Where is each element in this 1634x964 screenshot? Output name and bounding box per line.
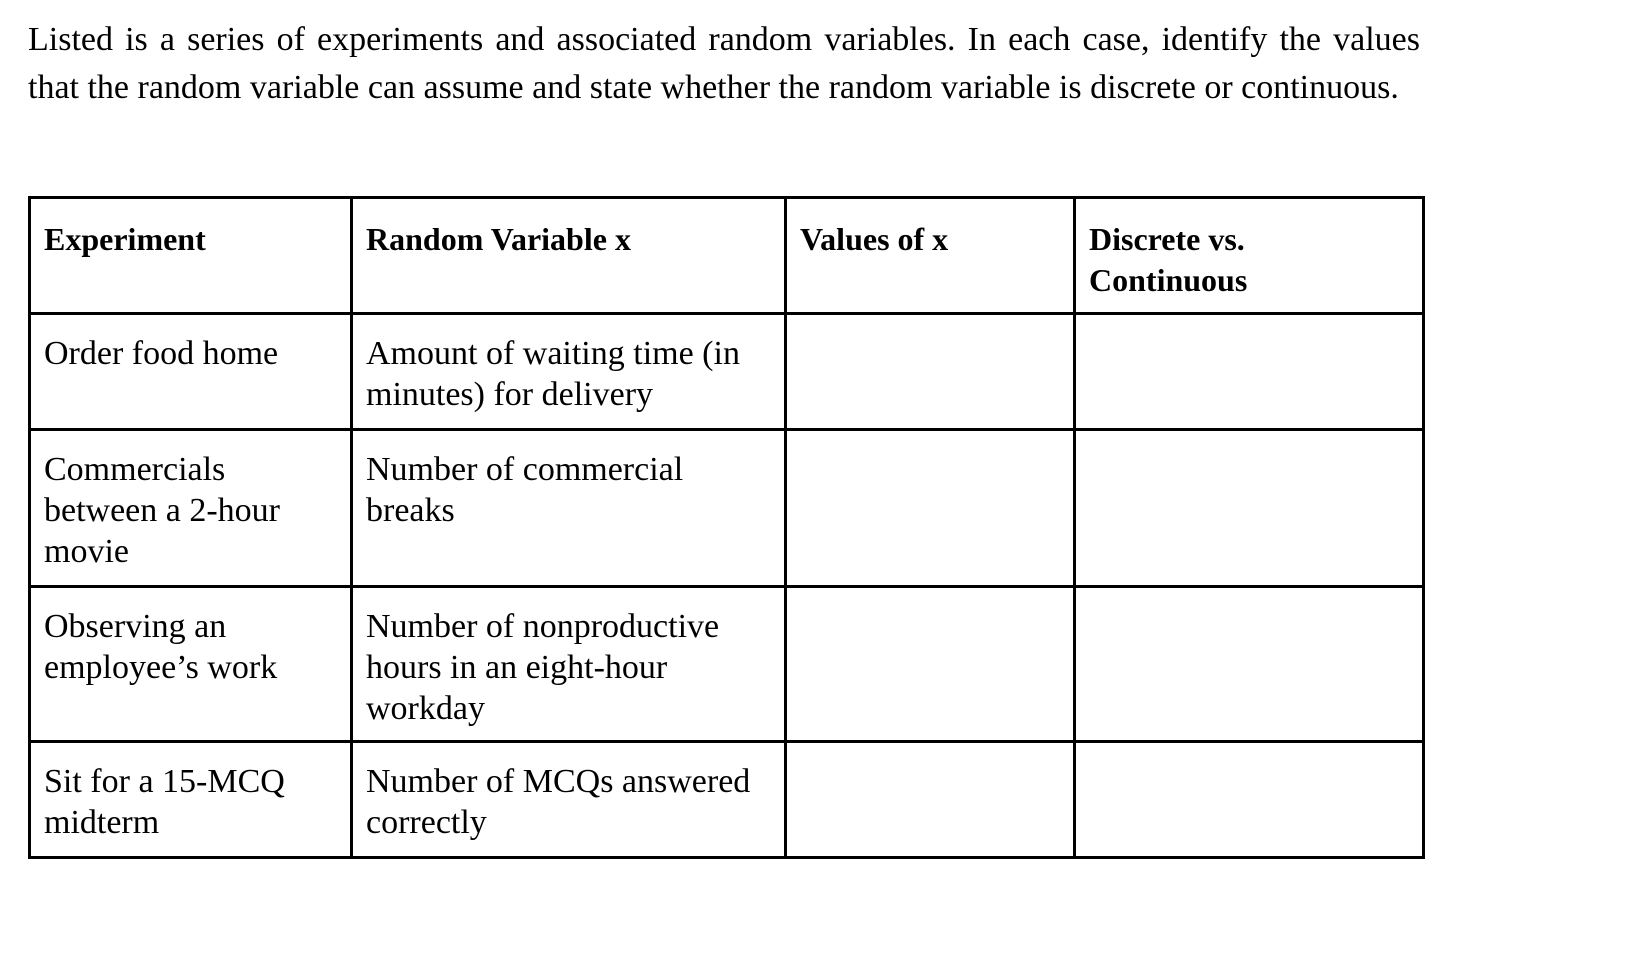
experiments-table [28,196,1425,859]
values-cell [786,430,1075,587]
instructions-paragraph: Listed is a series of experiments and associated random variables. In each case, identify the values that the random variable can assume and state whether the random variable is discrete or continuous. [28,21,1420,106]
header-discrete-continuous: Discrete vs. Continuous [1075,198,1424,314]
experiment-cell: Commercials between a 2-hour movie [30,430,352,587]
values-cell [786,314,1075,430]
experiment-cell: Observing an employee’s work [30,587,352,742]
type-cell [1075,314,1424,430]
experiment-cell: Sit for a 15-MCQ midterm [30,742,352,858]
table-header-row [30,198,1424,314]
random-variable-cell: Amount of waiting time (in minutes) for delivery [352,314,786,430]
header-values: Values of x [786,198,1075,314]
type-cell [1075,587,1424,742]
table-row [30,314,1424,430]
experiment-cell: Order food home [30,314,352,430]
values-cell [786,742,1075,858]
type-cell [1075,430,1424,587]
header-random-variable: Random Variable x [352,198,786,314]
table-row [30,742,1424,858]
table-row [30,587,1424,742]
random-variable-cell: Number of nonproductive hours in an eight-hour workday [352,587,786,742]
random-variable-cell: Number of MCQs answered correctly [352,742,786,858]
random-variable-cell: Number of commercial breaks [352,430,786,587]
table-row [30,430,1424,587]
type-cell [1075,742,1424,858]
values-cell [786,587,1075,742]
header-experiment: Experiment [30,198,352,314]
